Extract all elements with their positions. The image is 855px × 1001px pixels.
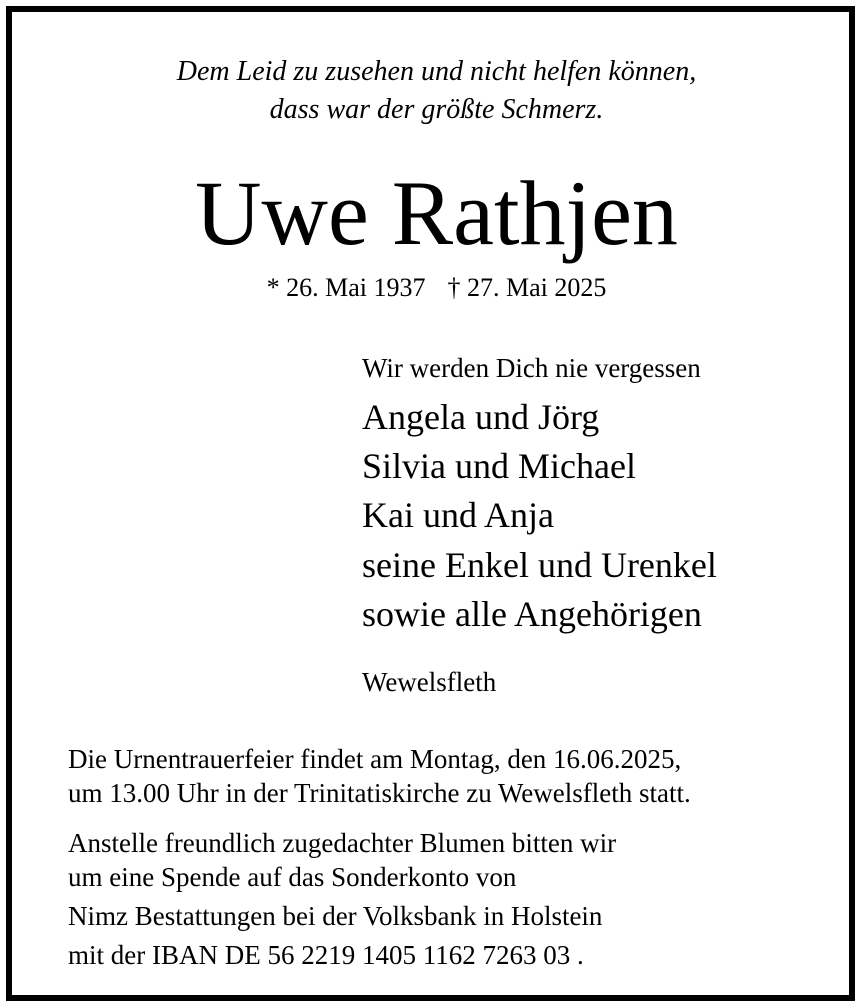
mourner-line: Angela und Jörg <box>362 397 600 437</box>
mourner-line: seine Enkel und Urenkel <box>362 545 717 585</box>
obituary-frame <box>6 6 855 1001</box>
life-dates <box>12 275 855 301</box>
quote-line-2: dass war der größte Schmerz. <box>269 94 604 125</box>
mourner-line: Silvia und Michael <box>362 446 636 486</box>
mourners-intro: Wir werden Dich nie vergessen <box>362 353 701 383</box>
mourner-line: Kai und Anja <box>362 495 554 535</box>
donation-iban-line: mit der IBAN DE 56 2219 1405 1162 7263 03 . <box>68 940 584 970</box>
service-line: Die Urnentrauerfeier findet am Montag, den 16.06.2025, <box>68 744 682 774</box>
donation-line: Nimz Bestattungen bei der Volksbank in Holstein <box>68 901 603 931</box>
birth-date: * 26. Mai 1937 <box>266 273 426 302</box>
donation-line: Anstelle freundlich zugedachter Blumen bitten wir <box>68 828 617 858</box>
mourner-line: sowie alle Angehörigen <box>362 594 702 634</box>
quote-line-1: Dem Leid zu zusehen und nicht helfen können, <box>176 56 697 87</box>
service-line: um 13.00 Uhr in der Trinitatiskirche zu Wewelsfleth statt. <box>68 778 691 808</box>
death-date: † 27. Mai 2025 <box>447 273 607 302</box>
mourners-place: Wewelsfleth <box>362 667 497 697</box>
deceased-name: Uwe Rathjen <box>195 162 678 264</box>
donation-line: um eine Spende auf das Sonderkonto von <box>68 862 517 892</box>
